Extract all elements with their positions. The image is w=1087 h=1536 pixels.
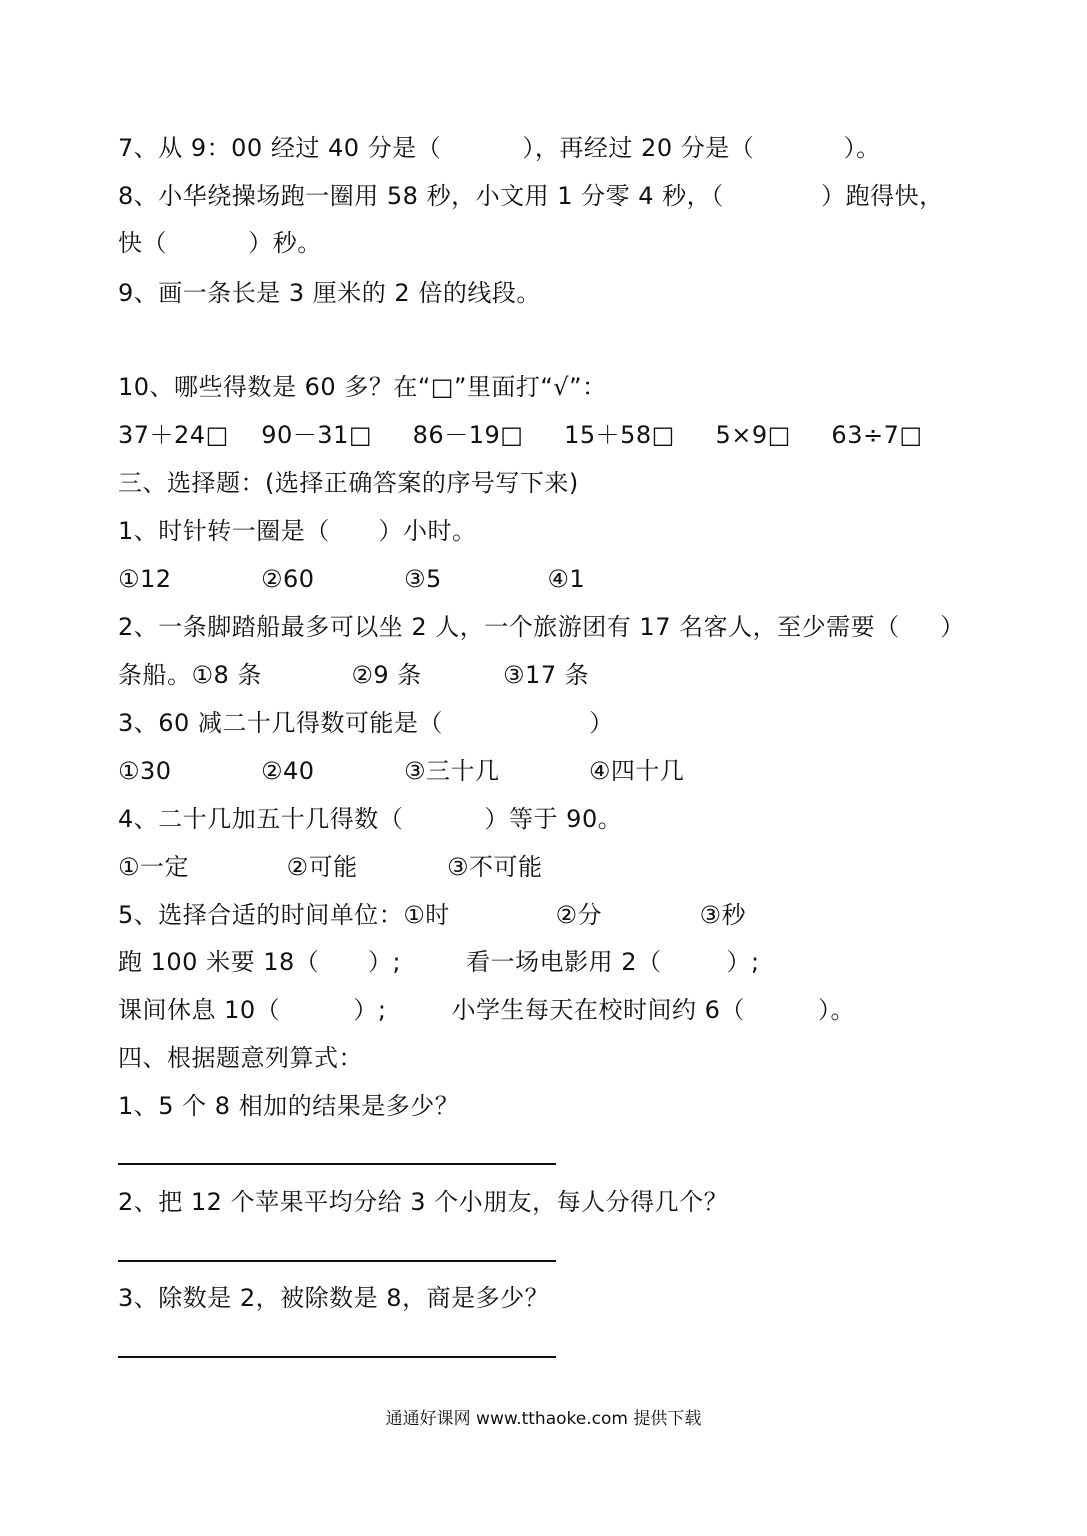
choice-question-2: 2、一条脚踏船最多可以坐 2 人，一个旅游团有 17 名客人，至少需要（ ） xyxy=(118,613,965,641)
answer-line-3 xyxy=(118,1356,556,1358)
choice-question-5: 5、选择合适的时间单位：①时 ②分 ③秒 xyxy=(118,901,747,929)
choice-question-1-options: ①12 ②60 ③5 ④1 xyxy=(118,565,586,593)
question-10: 10、哪些得数是 60 多？在“□”里面打“√”： xyxy=(118,373,607,401)
formula-question-2: 2、把 12 个苹果平均分给 3 个小朋友，每人分得几个？ xyxy=(118,1188,729,1216)
answer-line-2 xyxy=(118,1260,556,1262)
formula-question-3: 3、除数是 2，被除数是 8，商是多少？ xyxy=(118,1284,550,1312)
question-9: 9、画一条长是 3 厘米的 2 倍的线段。 xyxy=(118,279,541,307)
choice-question-5-row-2: 课间休息 10（ ）; 小学生每天在校时间约 6（ ）。 xyxy=(118,996,856,1024)
section-4-heading: 四、根据题意列算式： xyxy=(118,1044,363,1072)
choice-question-3-options: ①30 ②40 ③三十几 ④四十几 xyxy=(118,757,685,785)
choice-question-1: 1、时针转一圈是（ ）小时。 xyxy=(118,517,477,545)
question-10-expressions: 37＋24□ 90－31□ 86－19□ 15＋58□ 5×9□ 63÷7□ xyxy=(118,421,923,449)
section-3-heading: 三、选择题：(选择正确答案的序号写下来) xyxy=(118,469,579,497)
answer-line-1 xyxy=(118,1163,556,1165)
choice-question-2-options: 条船。①8 条 ②9 条 ③17 条 xyxy=(118,661,590,689)
choice-question-4-options: ①一定 ②可能 ③不可能 xyxy=(118,853,543,881)
choice-question-5-row-1: 跑 100 米要 18（ ）; 看一场电影用 2（ ）; xyxy=(118,948,760,976)
choice-question-3: 3、60 减二十几得数可能是（ ） xyxy=(118,709,614,737)
download-footer: 通通好课网 www.tthaoke.com 提供下载 xyxy=(385,1409,702,1429)
formula-question-1: 1、5 个 8 相加的结果是多少？ xyxy=(118,1092,460,1120)
choice-question-4: 4、二十几加五十几得数（ ）等于 90。 xyxy=(118,805,623,833)
question-8-continued: 快（ ）秒。 xyxy=(118,229,322,257)
question-8: 8、小华绕操场跑一圈用 58 秒，小文用 1 分零 4 秒，（ ）跑得快， xyxy=(118,182,944,210)
question-7: 7、从 9：00 经过 40 分是（ ），再经过 20 分是（ ）。 xyxy=(118,134,881,162)
